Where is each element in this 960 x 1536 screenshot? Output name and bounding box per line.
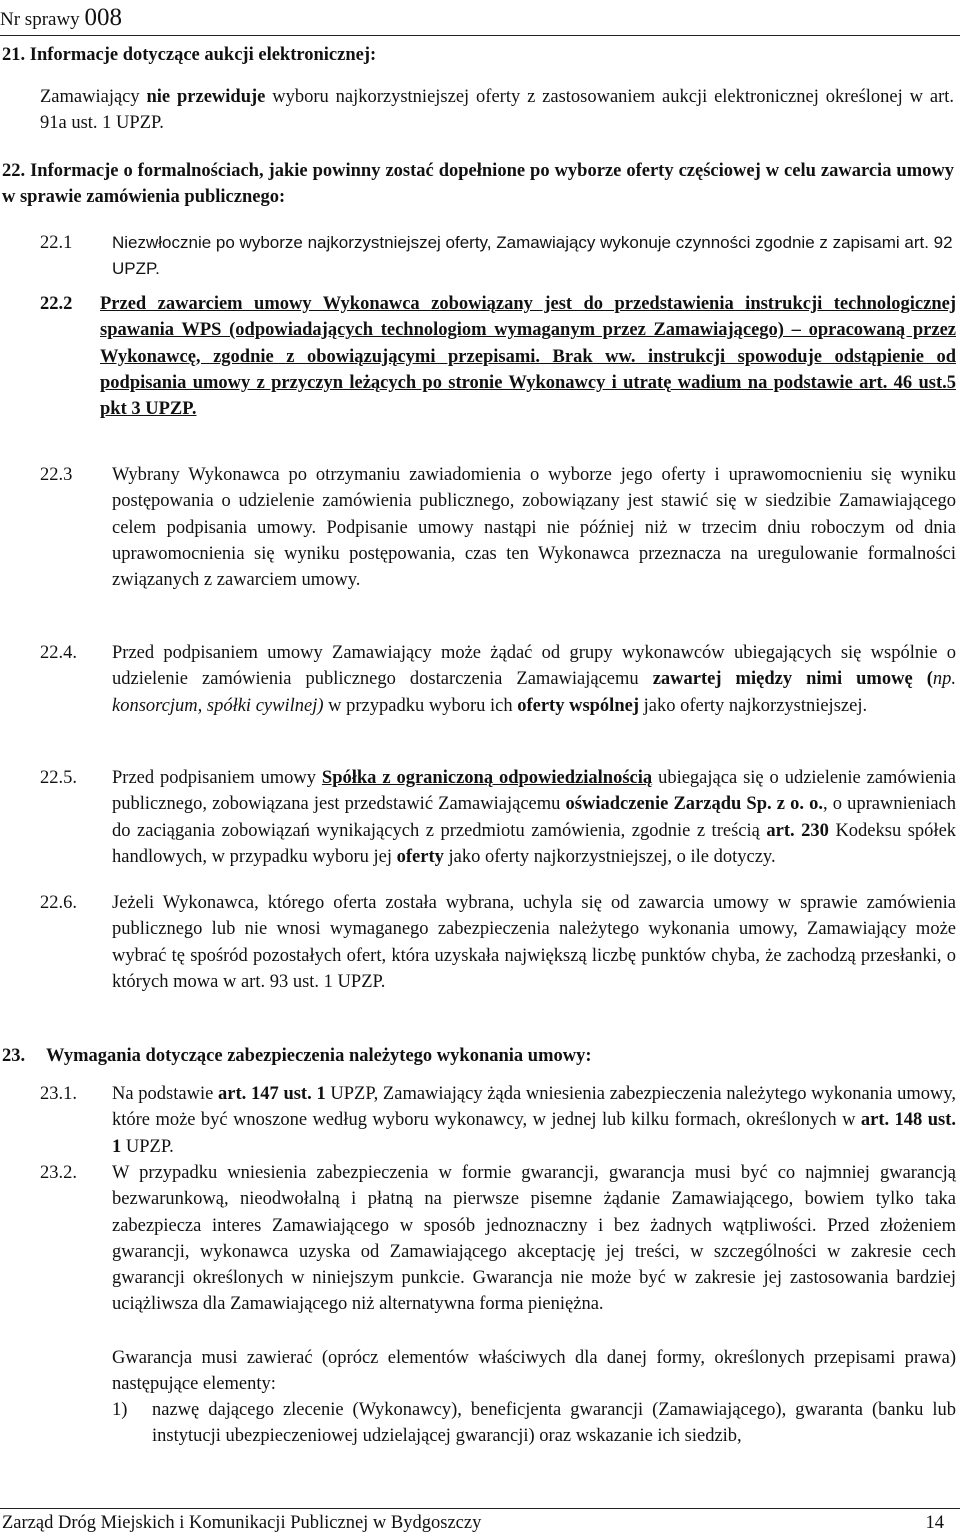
para-22-6: Jeżeli Wykonawca, którego oferta została wybrana, uchyla się od zawarcia umowy w sprawie zamówienia publicznego lub nie wnosi wymaganego zabezpieczenia należytego wykonania umowy, Zamawiający może wybrać tę spośród pozostałych ofert, która uzyskała największą liczbę punktów chyba, że zachodzą przesłanki, o których mowa w art. 93 ust. 1 UPZP. [112, 893, 956, 992]
page-header [0, 0, 960, 40]
para-23-1: Na podstawie art. 147 ust. 1 UPZP, Zamawiający żąda wniesienia zabezpieczenia należytego wykonania umowy, które może być wnoszone według wyboru wykonawcy, w jednej lub kilku formach, określonych w art. 148 ust. 1 UPZP. [112, 1084, 957, 1157]
para-22-5: Przed podpisaniem umowy Spółka z ograniczoną odpowiedzialnością ubiegająca się o udzielenie zamówienia publicznego, zobowiązana jest przedstawić Zamawiającemu oświadczenie Zarządu Sp. z o. o., o uprawnieniach do zaciągania zobowiązań wynikających z przedmiotu zamówienia, zgodnie z treścią art. 230 Kodeksu spółek handlowych, w przypadku wyboru jej oferty jako oferty najkorzystniejszej, o ile dotyczy. [112, 768, 957, 867]
para-22-3: Wybrany Wykonawca po otrzymaniu zawiadomienia o wyborze jego oferty i uprawomocnieniu się wyniku postępowania o udzielenie zamówienia publicznego, zobowiązany jest stawić się w siedzibie Zamawiającego celem podpisania umowy. Podpisanie umowy nastąpi nie później niż w trzecim dniu roboczym od dnia uprawomocnienia się wyniku postępowania, czas ten Wykonawca przeznacza na uregulowanie formalności związanych z zawarciem umowy. [112, 465, 956, 591]
para-23-1-number: 23.1. [40, 1084, 77, 1104]
page-footer [0, 1509, 960, 1535]
list-item-1: nazwę dającego zlecenie (Wykonawcy), beneficjenta gwarancji (Zamawiającego), gwaranta (banku lub instytucji ubezpieczeniowej udzielającej gwarancji) oraz wskazanie ich siedzib, [152, 1400, 956, 1447]
case-number-value: 008 [84, 4, 122, 31]
section-21-heading: 21. Informacje dotyczące aukcji elektronicznej: [2, 45, 377, 65]
case-label: Nr sprawy [0, 9, 80, 30]
para-23-2-number: 23.2. [40, 1163, 77, 1183]
para-22-4-number: 22.4. [40, 643, 77, 663]
para-23-2: W przypadku wniesienia zabezpieczenia w formie gwarancji, gwarancja musi być co najmniej gwarancją bezwarunkową, nieodwołalną i płatną na pierwsze pisemne żądanie Zamawiającego, bowiem tylko taka zabezpiecza interes Zamawiającego w sposób jednoznaczny i bez żadnych wątpliwości. Przed złożeniem gwarancji, wykonawca uzyska od Zamawiającego akceptację jej treści, w szczególności w zakresie cech gwarancji określonych w niniejszym punkcie. Gwarancja nie może być w zakresie jej zastosowania bardziej uciążliwsza dla Zamawiającego niż alternatywna forma pieniężna. [112, 1163, 956, 1315]
case-number [0, 4, 122, 32]
para-22-6-number: 22.6. [40, 893, 77, 913]
section-23-number: 23. [2, 1046, 26, 1066]
para-22-1-number: 22.1 [40, 233, 73, 253]
para-22-2-number: 22.2 [40, 294, 73, 314]
para-22-3-number: 22.3 [40, 465, 73, 485]
para-22-5-number: 22.5. [40, 768, 77, 788]
para-23-2-guarantee: Gwarancja musi zawierać (oprócz elementów właściwych dla danej formy, określonych przepisami prawa) następujące elementy: [112, 1348, 956, 1395]
section-21-text: Zamawiający nie przewiduje wyboru najkorzystniejszej oferty z zastosowaniem aukcji elektronicznej określonej w art. 91a ust. 1 UPZP. [40, 87, 954, 134]
header-rule [0, 35, 960, 36]
para-22-4: Przed podpisaniem umowy Zamawiający może żądać od grupy wykonawców ubiegających się wspólnie o udzielenie zamówienia publicznego dostarczenia Zamawiającemu zawartej między nimi umowę (np. konsorcjum, spółki cywilnej) w przypadku wyboru ich oferty wspólnej jako oferty najkorzystniejszej. [112, 643, 956, 716]
page-number: 14 [925, 1513, 944, 1533]
list-item-1-number: 1) [112, 1400, 128, 1420]
para-22-2: Przed zawarciem umowy Wykonawca zobowiązany jest do przedstawienia instrukcji technologicznej spawania WPS (odpowiadających technologiom wymaganym przez Zamawiającego) – opracowaną przez Wykonawcę, zgodnie z obowiązującymi przepisami. Brak ww. instrukcji spowoduje odstąpienie od podpisania umowy z przyczyn leżących po stronie Wykonawcy i utratę wadium na podstawie art. 46 ust.5 pkt 3 UPZP. [100, 294, 956, 420]
footer-organization: Zarząd Dróg Miejskich i Komunikacji Publicznej w Bydgoszczy [2, 1513, 482, 1533]
para-22-1: Niezwłocznie po wyborze najkorzystniejszej oferty, Zamawiający wykonuje czynności zgodnie z zapisami art. 92 UPZP. [112, 233, 953, 279]
section-23-heading: Wymagania dotyczące zabezpieczenia należytego wykonania umowy: [46, 1046, 592, 1066]
section-22-heading: 22. Informacje o formalnościach, jakie powinny zostać dopełnione po wyborze oferty częściowej w celu zawarcia umowy w sprawie zamówienia publicznego: [2, 161, 954, 208]
